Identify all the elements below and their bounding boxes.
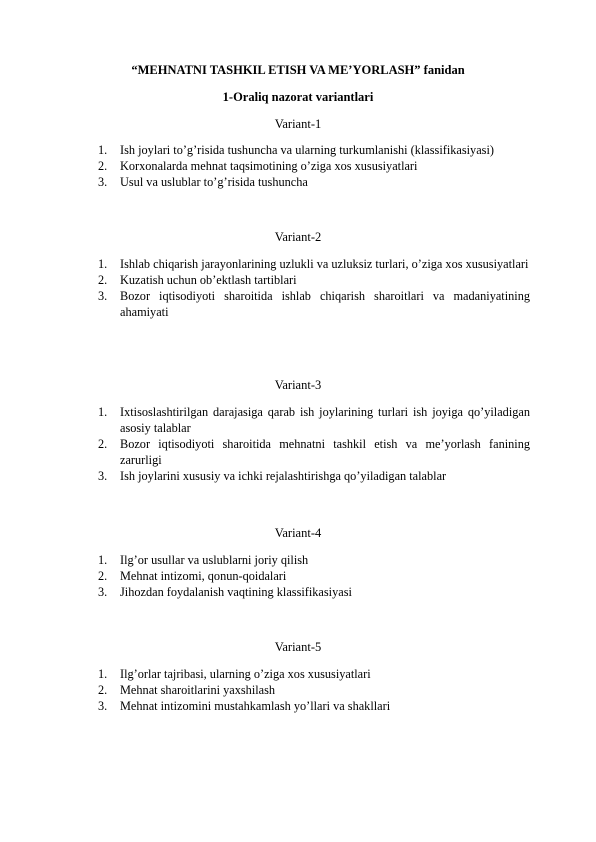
list-item bbox=[98, 272, 530, 288]
list-item bbox=[98, 468, 530, 484]
variant-3-list bbox=[98, 404, 530, 484]
variant-5-list bbox=[98, 666, 530, 714]
list-item bbox=[98, 158, 530, 174]
item-text: Korxonalarda mehnat taqsimotining o’ziga xos xususiyatlari bbox=[120, 159, 418, 173]
document-subtitle: 1-Oraliq nazorat variantlari bbox=[222, 90, 374, 104]
list-item bbox=[98, 682, 530, 698]
variant-2-heading: Variant-2 bbox=[274, 230, 322, 244]
list-item bbox=[98, 174, 530, 190]
item-number: 2. bbox=[98, 437, 108, 451]
item-number: 1. bbox=[98, 553, 108, 567]
item-number: 3. bbox=[98, 175, 108, 189]
variant-4-heading: Variant-4 bbox=[274, 526, 322, 540]
item-text: Ilg’or usullar va uslublarni joriy qilish bbox=[120, 553, 309, 567]
item-number: 1. bbox=[98, 405, 108, 419]
item-text: Mehnat intizomi, qonun-qoidalari bbox=[120, 569, 287, 583]
variant-5-heading: Variant-5 bbox=[274, 640, 322, 654]
item-text: Bozor iqtisodiyoti sharoitida mehnatni tashkil etish va me’yorlash fanining zarurligi bbox=[120, 437, 530, 467]
variant-1-list bbox=[98, 142, 530, 190]
item-number: 1. bbox=[98, 667, 108, 681]
item-text: Usul va uslublar to’g’risida tushuncha bbox=[120, 175, 308, 189]
item-text: Jihozdan foydalanish vaqtining klassifikasiyasi bbox=[120, 585, 352, 599]
item-text: Ish joylarini xususiy va ichki rejalashtirishga qo’yiladigan talablar bbox=[120, 469, 447, 483]
item-text: Ixtisoslashtirilgan darajasiga qarab ish joylarining turlari ish joyiga qo’yiladigan asosiy talablar bbox=[120, 405, 530, 435]
variant-3-heading: Variant-3 bbox=[274, 378, 322, 392]
list-item bbox=[98, 698, 530, 714]
list-item bbox=[98, 568, 530, 584]
variant-1-heading: Variant-1 bbox=[274, 117, 322, 131]
item-number: 1. bbox=[98, 257, 108, 271]
variant-4-list bbox=[98, 552, 530, 600]
list-item bbox=[98, 288, 530, 320]
item-text: Kuzatish uchun ob’ektlash tartiblari bbox=[120, 273, 297, 287]
list-item bbox=[98, 142, 530, 158]
list-item bbox=[98, 666, 530, 682]
variant-2-list bbox=[98, 256, 530, 320]
item-number: 3. bbox=[98, 585, 108, 599]
item-number: 3. bbox=[98, 699, 108, 713]
item-text: Mehnat intizomini mustahkamlash yo’llari va shakllari bbox=[120, 699, 391, 713]
item-text: Ishlab chiqarish jarayonlarining uzlukli va uzluksiz turlari, o’ziga xos xususiyatlari bbox=[120, 257, 529, 271]
item-number: 2. bbox=[98, 159, 108, 173]
item-number: 1. bbox=[98, 143, 108, 157]
item-text: Ilg’orlar tajribasi, ularning o’ziga xos xususiyatlari bbox=[120, 667, 371, 681]
item-number: 3. bbox=[98, 289, 108, 303]
list-item bbox=[98, 584, 530, 600]
document-title: “MEHNATNI TASHKIL ETISH VA ME’YORLASH” fanidan bbox=[131, 63, 465, 77]
list-item bbox=[98, 404, 530, 436]
item-text: Mehnat sharoitlarini yaxshilash bbox=[120, 683, 276, 697]
list-item bbox=[98, 256, 530, 272]
item-number: 3. bbox=[98, 469, 108, 483]
item-text: Bozor iqtisodiyoti sharoitida ishlab chiqarish sharoitlari va madaniyatining ahamiyati bbox=[120, 289, 530, 319]
item-number: 2. bbox=[98, 569, 108, 583]
item-number: 2. bbox=[98, 683, 108, 697]
item-text: Ish joylari to’g’risida tushuncha va ularning turkumlanishi (klassifikasiyasi) bbox=[120, 143, 494, 157]
list-item bbox=[98, 436, 530, 468]
list-item bbox=[98, 552, 530, 568]
item-number: 2. bbox=[98, 273, 108, 287]
